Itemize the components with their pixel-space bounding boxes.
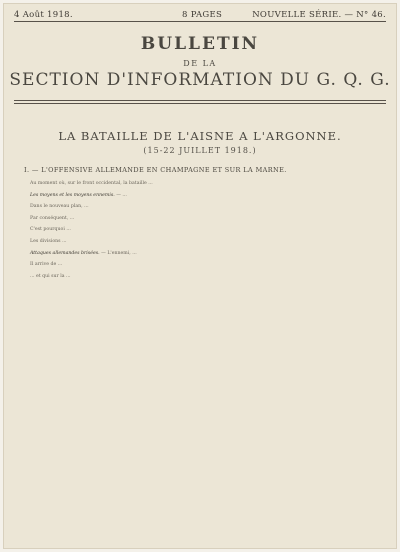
paragraph-lead: Les moyens et les moyens ennemis. [30, 192, 117, 198]
issue-date: 4 Août 1918. [14, 10, 73, 20]
newspaper-page [4, 4, 396, 548]
paragraph-text: — L'ennemi, ... [101, 250, 137, 256]
paragraph-text: — ... [116, 192, 127, 198]
issue-series: NOUVELLE SÉRIE. — N° 46. [252, 10, 386, 20]
article-paragraph [20, 192, 380, 200]
article-title: LA BATAILLE DE L'AISNE A L'ARGONNE. [58, 129, 342, 143]
paragraph-text: Par conséquent, ... [30, 215, 75, 221]
paragraph-text: Au moment où, sur le front occidental, la bataille ... [30, 181, 153, 186]
masthead-rule [14, 21, 386, 22]
paragraph-text: ... et qui sur la ... [30, 273, 71, 279]
article-paragraph [20, 180, 380, 188]
page-count: 8 PAGES [182, 10, 223, 20]
article-paragraph [20, 261, 380, 269]
section-title: SECTION D'INFORMATION DU G. Q. G. [9, 70, 391, 90]
paragraph-text: C'est pourquoi ... [30, 227, 71, 233]
paragraph-text: Les divisions ... [30, 238, 67, 244]
article-body [20, 180, 380, 545]
title-rule-top [14, 100, 386, 101]
paragraph-text: Il arrive de ... [30, 262, 63, 268]
paragraph-text: Dans le nouveau plan, ... [30, 204, 89, 210]
article-paragraph [20, 273, 380, 281]
article-paragraph [20, 250, 380, 258]
article-paragraph [20, 215, 380, 223]
article-paragraph [20, 203, 380, 211]
paragraph-lead: Attaques allemandes brisées. [30, 250, 102, 256]
title-connector: DE LA [183, 59, 217, 68]
article-dates: (15-22 JUILLET 1918.) [143, 146, 257, 155]
article-paragraph [20, 238, 380, 246]
bulletin-title: BULLETIN [140, 34, 260, 54]
section-heading: I. — L'OFFENSIVE ALLEMANDE EN CHAMPAGNE ET SUR LA MARNE. [24, 166, 287, 174]
article-paragraph [20, 226, 380, 234]
title-rule-bottom [14, 103, 386, 104]
